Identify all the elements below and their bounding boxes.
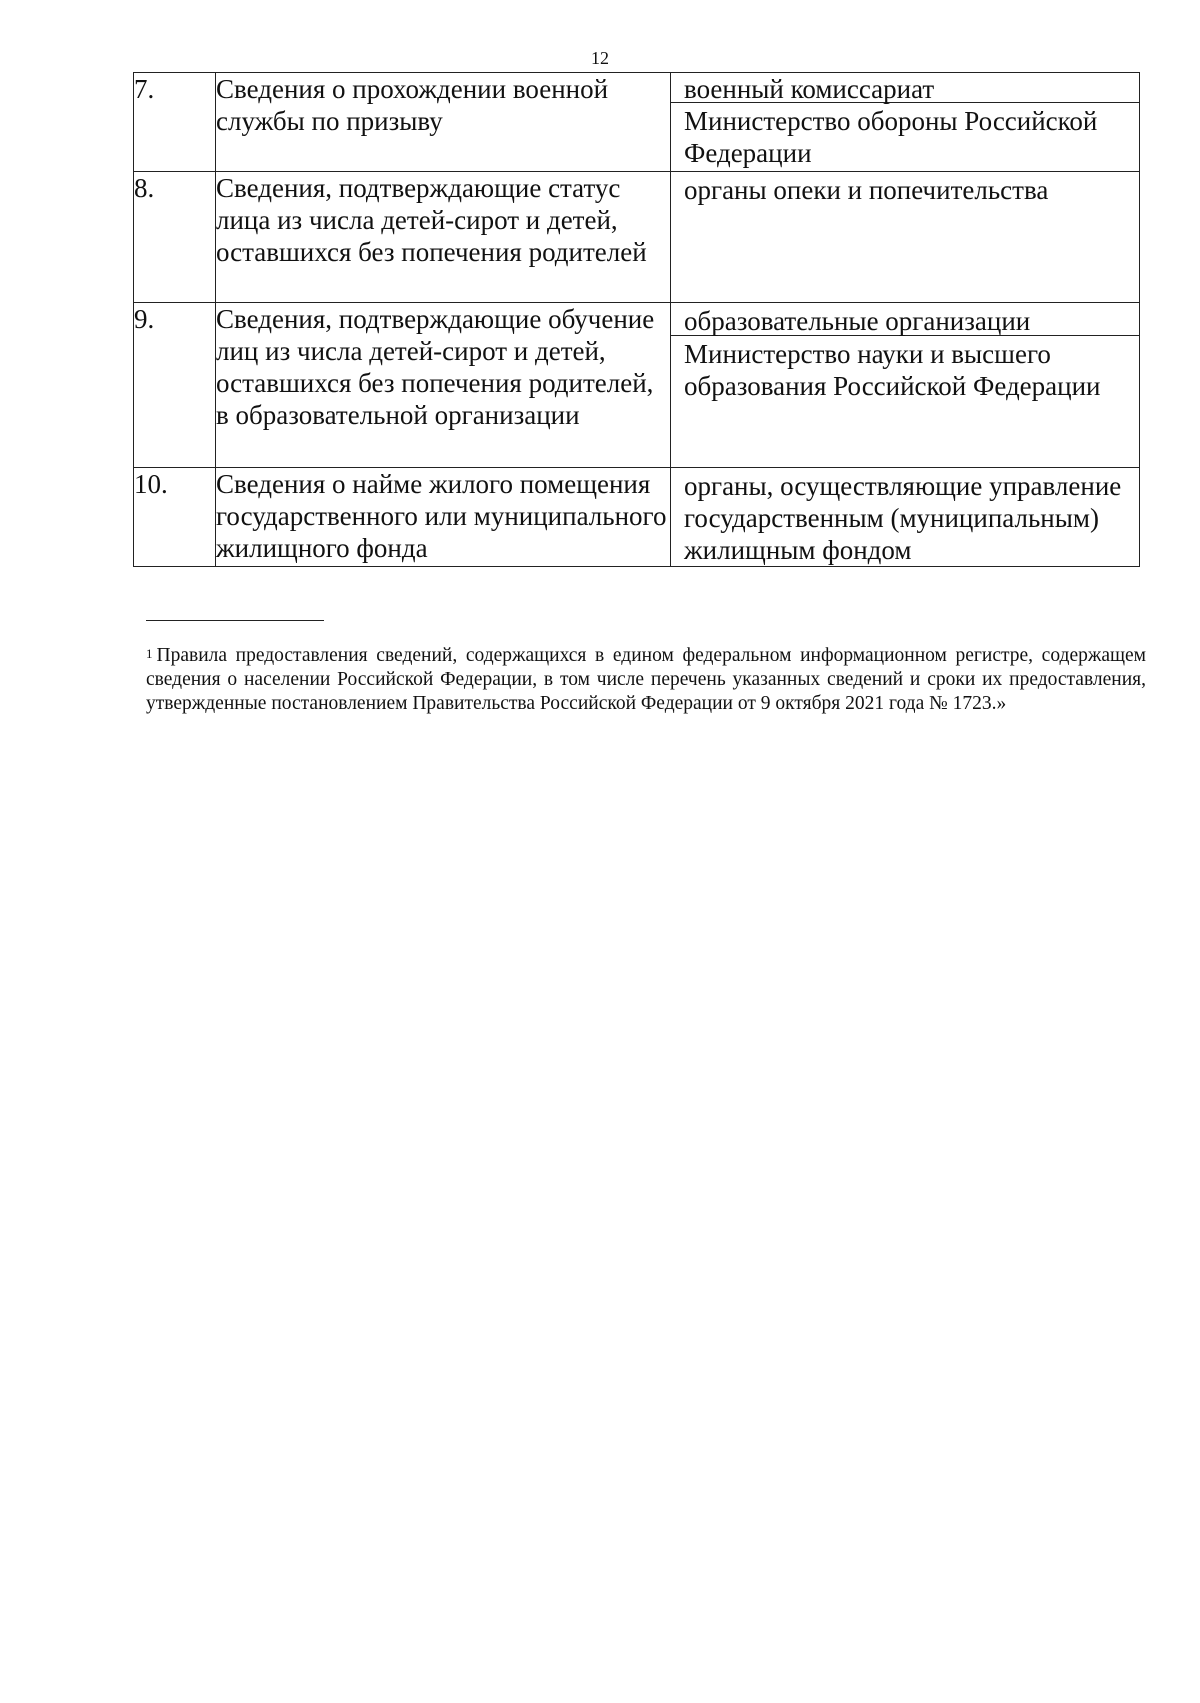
row-number: 8. xyxy=(134,172,216,303)
footnote-divider xyxy=(146,620,324,621)
row-description: Сведения о найме жилого помещения государственного или муниципального жилищного фонда xyxy=(216,468,671,567)
table-row xyxy=(134,468,1140,567)
row-description: Сведения, подтверждающие статус лица из числа детей-сирот и детей, оставшихся без попечения родителей xyxy=(216,172,671,303)
row-organizations xyxy=(671,303,1140,468)
row-number: 9. xyxy=(134,303,216,468)
row-organizations xyxy=(671,172,1140,303)
table-row xyxy=(134,73,1140,172)
organization-item: образовательные организации xyxy=(684,306,1031,336)
row-organizations xyxy=(671,468,1140,567)
organization-item: Министерство обороны Российской Федерации xyxy=(671,102,1139,169)
footnote-marker: 1 xyxy=(146,646,153,661)
records-table xyxy=(133,72,1140,567)
row-number: 10. xyxy=(134,468,216,567)
row-number: 7. xyxy=(134,73,216,172)
table-row xyxy=(134,303,1140,468)
table-row xyxy=(134,172,1140,303)
footnote xyxy=(146,644,1146,716)
organization-item: органы опеки и попечительства xyxy=(684,175,1049,205)
organization-item: органы, осуществляющие управление государственным (муниципальным) жилищным фондом xyxy=(684,471,1122,565)
page-number: 12 xyxy=(591,48,609,68)
row-organizations xyxy=(671,73,1140,172)
organization-item: Министерство науки и высшего образования Российской Федерации xyxy=(671,335,1139,402)
organization-item: военный комиссариат xyxy=(684,74,935,104)
row-description: Сведения о прохождении военной службы по призыву xyxy=(216,73,671,172)
row-description: Сведения, подтверждающие обучение лиц из числа детей-сирот и детей, оставшихся без попечения родителей, в образовательной организации xyxy=(216,303,671,468)
footnote-text: Правила предоставления сведений, содержащихся в едином федеральном информационном регистре, содержащем сведения о населении Российской Федерации, в том числе перечень указанных сведений и сроки их предоставления, утвержденные постановлением Правительства Российской Федерации от 9 октября 2021 года № 1723.» xyxy=(146,645,1146,714)
